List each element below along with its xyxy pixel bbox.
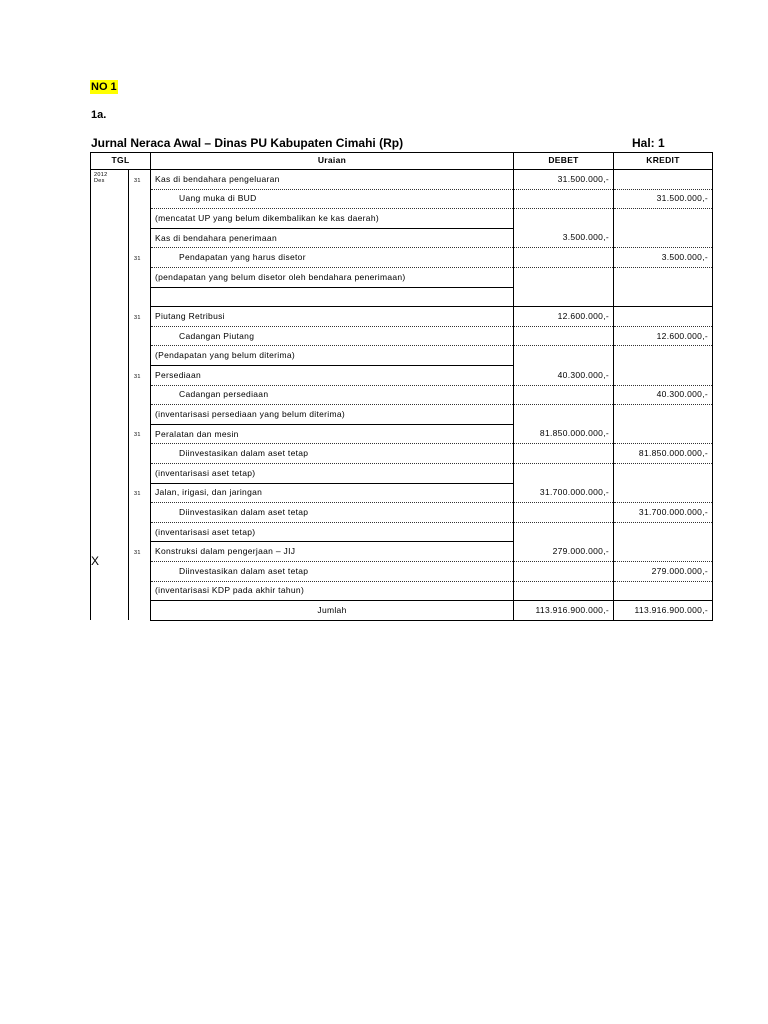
day-cell: 31 [129, 169, 151, 189]
day-cell [129, 189, 151, 209]
day-cell: 31 [129, 307, 151, 327]
kredit-value [614, 581, 713, 601]
date-cell [91, 169, 129, 601]
kredit-value [614, 366, 713, 386]
table-row [91, 542, 713, 562]
table-row [91, 346, 713, 366]
kredit-value [614, 405, 713, 425]
total-tgl-cell [91, 601, 129, 621]
total-row [91, 601, 713, 621]
table-row [91, 307, 713, 327]
total-debet: 113.916.900.000,- [514, 601, 614, 621]
debet-value: 279.000.000,- [514, 542, 614, 562]
table-row [91, 405, 713, 425]
section-heading: NO 1 [91, 81, 117, 93]
table-row [91, 209, 713, 229]
table-row [91, 287, 713, 307]
debet-value [514, 346, 614, 366]
kredit-value: 279.000.000,- [614, 561, 713, 581]
entry-note: (pendapatan yang belum disetor oleh bendahara penerimaan) [151, 268, 514, 288]
kredit-value [614, 522, 713, 542]
kredit-value [614, 424, 713, 444]
header-uraian: Uraian [151, 153, 514, 170]
account-name: Konstruksi dalam pengerjaan – JIJ [151, 542, 514, 562]
debet-value [514, 464, 614, 484]
kredit-value [614, 307, 713, 327]
kredit-value: 31.700.000.000,- [614, 503, 713, 523]
day-cell [129, 444, 151, 464]
entry-note: (inventarisasi aset tetap) [151, 464, 514, 484]
entry-note: (mencatat UP yang belum dikembalikan ke kas daerah) [151, 209, 514, 229]
kredit-value [614, 209, 713, 229]
debet-value: 31.700.000.000,- [514, 483, 614, 503]
entry-note: (inventarisasi aset tetap) [151, 522, 514, 542]
entry-note: (inventarisasi KDP pada akhir tahun) [151, 581, 514, 601]
debet-value [514, 581, 614, 601]
day-cell: 31 [129, 366, 151, 386]
table-row [91, 561, 713, 581]
day-cell: 31 [129, 483, 151, 503]
debet-value [514, 385, 614, 405]
kredit-value [614, 228, 713, 248]
account-name: Kas di bendahara pengeluaran [151, 169, 514, 189]
debet-value [514, 268, 614, 288]
total-kredit: 113.916.900.000,- [614, 601, 713, 621]
table-row [91, 464, 713, 484]
day-cell [129, 503, 151, 523]
header-kredit: KREDIT [614, 153, 713, 170]
debet-value [514, 248, 614, 268]
table-row [91, 189, 713, 209]
header-debet: DEBET [514, 153, 614, 170]
kredit-value [614, 464, 713, 484]
day-cell [129, 385, 151, 405]
kredit-value [614, 483, 713, 503]
page-label: Hal: 1 [632, 136, 665, 150]
account-name: Piutang Retribusi [151, 307, 514, 327]
day-cell [129, 346, 151, 366]
account-name: Diinvestasikan dalam aset tetap [151, 561, 514, 581]
day-cell [129, 405, 151, 425]
table-row [91, 228, 713, 248]
debet-value [514, 209, 614, 229]
account-name: Cadangan Piutang [151, 326, 514, 346]
day-cell: 31 [129, 542, 151, 562]
debet-value [514, 522, 614, 542]
kredit-value: 81.850.000.000,- [614, 444, 713, 464]
debet-value: 12.600.000,- [514, 307, 614, 327]
debet-value: 40.300.000,- [514, 366, 614, 386]
kredit-value [614, 542, 713, 562]
day-cell [129, 268, 151, 288]
table-row [91, 248, 713, 268]
debet-value: 3.500.000,- [514, 228, 614, 248]
day-cell [129, 209, 151, 229]
date-month: Des [94, 177, 105, 184]
debet-value [514, 189, 614, 209]
debet-value [514, 326, 614, 346]
table-header-row [91, 153, 713, 170]
kredit-value: 31.500.000,- [614, 189, 713, 209]
table-row [91, 385, 713, 405]
account-name: Diinvestasikan dalam aset tetap [151, 503, 514, 523]
debet-value [514, 405, 614, 425]
account-name [151, 287, 514, 307]
table-row [91, 424, 713, 444]
account-name: Kas di bendahara penerimaan [151, 228, 514, 248]
table-row [91, 522, 713, 542]
day-cell [129, 561, 151, 581]
table-row [91, 326, 713, 346]
kredit-value: 3.500.000,- [614, 248, 713, 268]
debet-value: 81.850.000.000,- [514, 424, 614, 444]
kredit-value: 40.300.000,- [614, 385, 713, 405]
header-tgl: TGL [91, 153, 151, 170]
debet-value [514, 287, 614, 307]
journal-title: Jurnal Neraca Awal – Dinas PU Kabupaten Cimahi (Rp) [91, 136, 404, 150]
kredit-value [614, 268, 713, 288]
account-name: Jalan, irigasi, dan jaringan [151, 483, 514, 503]
kredit-value [614, 346, 713, 366]
day-cell: 31 [129, 424, 151, 444]
debet-value: 31.500.000,- [514, 169, 614, 189]
table-row [91, 169, 713, 189]
account-name: Peralatan dan mesin [151, 424, 514, 444]
total-day-cell [129, 601, 151, 621]
account-name: Uang muka di BUD [151, 189, 514, 209]
table-row [91, 444, 713, 464]
day-cell [129, 228, 151, 248]
total-label: Jumlah [151, 601, 514, 621]
debet-value [514, 444, 614, 464]
footer-mark: X [91, 554, 100, 568]
account-name: Diinvestasikan dalam aset tetap [151, 444, 514, 464]
table-row [91, 503, 713, 523]
day-cell [129, 581, 151, 601]
journal-table [90, 152, 713, 621]
day-cell [129, 287, 151, 307]
table-row [91, 268, 713, 288]
account-name: Cadangan persediaan [151, 385, 514, 405]
day-cell: 31 [129, 248, 151, 268]
date-year: 2012 [94, 171, 108, 178]
table-row [91, 483, 713, 503]
kredit-value [614, 287, 713, 307]
table-row [91, 581, 713, 601]
subsection-heading: 1a. [91, 109, 107, 121]
day-cell [129, 326, 151, 346]
entry-note: (inventarisasi persediaan yang belum diterima) [151, 405, 514, 425]
account-name: Persediaan [151, 366, 514, 386]
day-cell [129, 464, 151, 484]
kredit-value: 12.600.000,- [614, 326, 713, 346]
debet-value [514, 503, 614, 523]
day-cell [129, 522, 151, 542]
debet-value [514, 561, 614, 581]
table-row [91, 366, 713, 386]
kredit-value [614, 169, 713, 189]
entry-note: (Pendapatan yang belum diterima) [151, 346, 514, 366]
account-name: Pendapatan yang harus disetor [151, 248, 514, 268]
